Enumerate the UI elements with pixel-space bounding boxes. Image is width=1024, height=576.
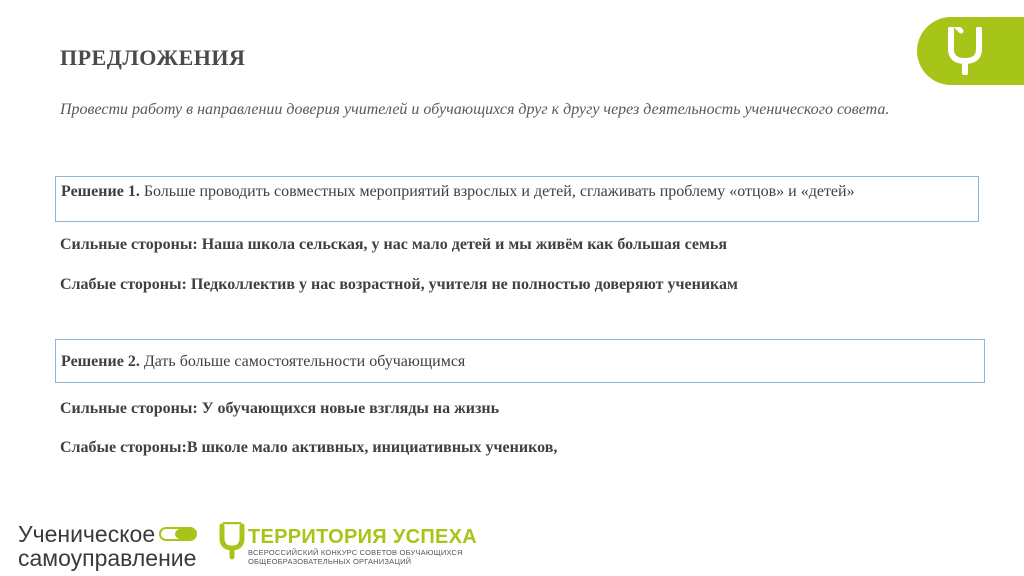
slide-subtitle: Провести работу в направлении доверия учителей и обучающихся друг к другу через деятельность ученического совета. — [60, 101, 890, 118]
footer-right-sub2: ОБЩЕОБРАЗОВАТЕЛЬНЫХ ОРГАНИЗАЦИЙ — [248, 557, 412, 566]
page-title: ПРЕДЛОЖЕНИЯ — [60, 45, 246, 70]
footer-right-title: ТЕРРИТОРИЯ УСПЕХА — [248, 526, 478, 548]
u-letter-logo-icon — [945, 27, 985, 75]
solution-2-strengths: Сильные стороны: У обучающихся новые взгляды на жизнь — [60, 400, 500, 417]
solution-2-label: Решение 2. — [61, 353, 140, 370]
footer-left-line2: самоуправление — [18, 545, 197, 571]
solution-1-strengths: Сильные стороны: Наша школа сельская, у нас мало детей и мы живём как большая семья — [60, 236, 727, 253]
footer-left-line1-row — [18, 522, 197, 546]
corner-logo-badge — [917, 17, 1024, 85]
footer-left-line1: Ученическое — [18, 521, 156, 547]
solution-2-text: Дать больше самостоятельности обучающимся — [139, 353, 466, 370]
solution-2-box — [55, 339, 985, 383]
footer-logo-student-government — [18, 522, 197, 570]
solution-1-label: Решение 1. — [61, 183, 140, 200]
solution-1-text: Больше проводить совместных мероприятий взрослых и детей, сглаживать проблему «отцов» и «детей» — [139, 183, 855, 200]
footer-logo-territory-of-success — [218, 522, 477, 566]
footer-right-sub1: ВСЕРОССИЙСКИЙ КОНКУРС СОВЕТОВ ОБУЧАЮЩИХСЯ — [248, 548, 463, 557]
solution-1-weaknesses: Слабые стороны: Педколлектив у нас возрастной, учителя не полностью доверяют ученикам — [60, 276, 738, 293]
solution-2-weaknesses: Слабые стороны:В школе мало активных, инициативных учеников, — [60, 439, 558, 456]
toggle-pill-icon — [159, 527, 197, 541]
solution-1-box — [55, 176, 979, 222]
u-letter-logo-icon — [218, 522, 246, 560]
